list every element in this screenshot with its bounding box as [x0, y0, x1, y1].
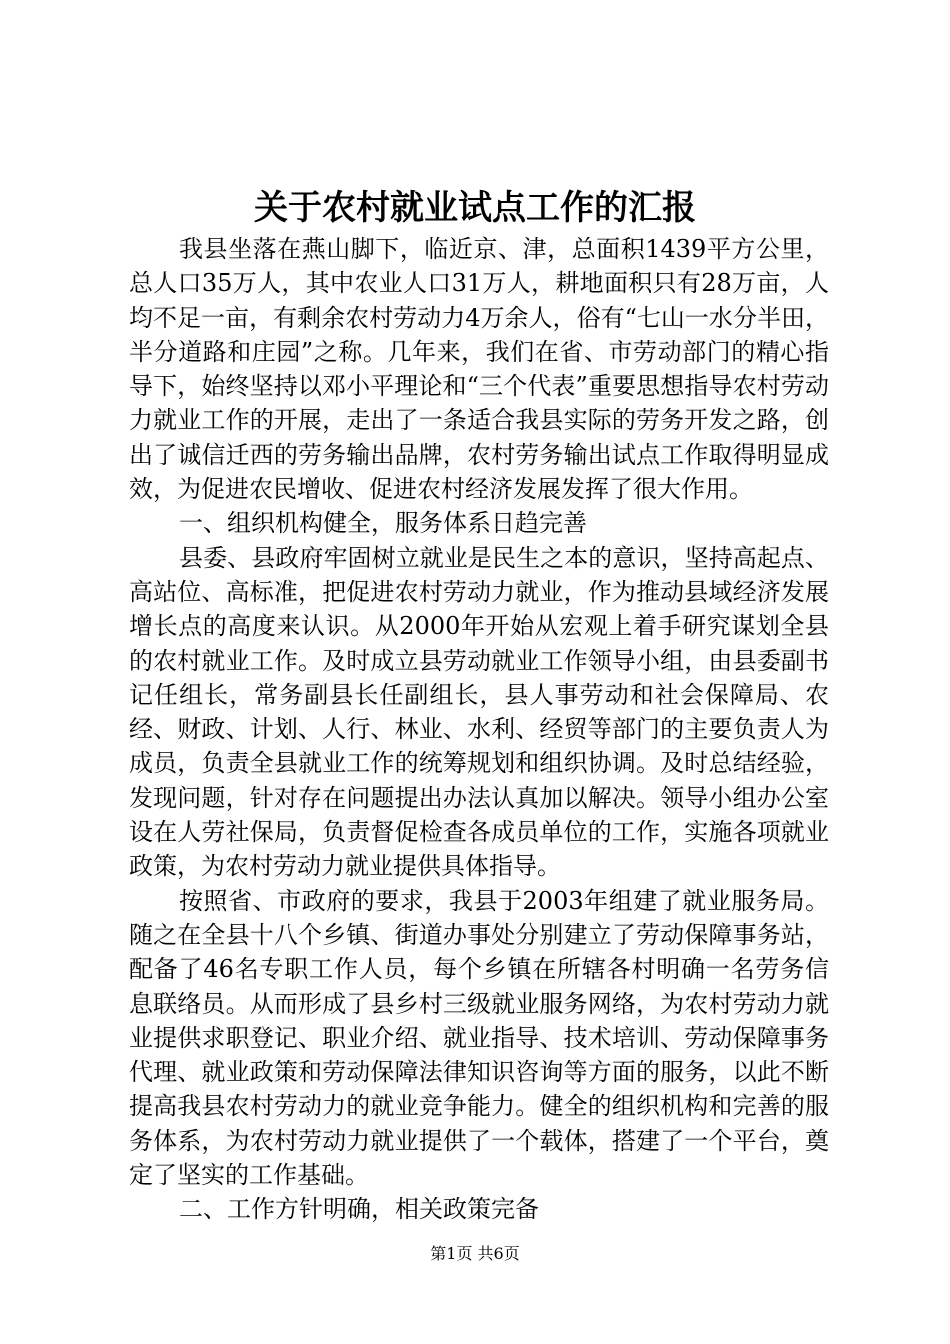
paragraph-intro: 我县坐落在燕山脚下，临近京、津，总面积1439平方公里，总人口35万人，其中农业人口31万人，耕地面积只有28万亩，人均不足一亩，有剩余农村劳动力4万余人，俗有“七山一水分半田，半分道路和庄园”之称。几年来，我们在省、市劳动部门的精心指导下，始终坚持以邓小平理论和“三个代表”重要思想指导农村劳动力就业工作的开展，走出了一条适合我县实际的劳务开发之路，创出了诚信迁西的劳务输出品牌，农村劳务输出试点工作取得明显成效，为促进农民增收、促进农村经济发展发挥了很大作用。 — [129, 235, 829, 504]
page-footer: 第1页 共6页 — [430, 1244, 520, 1263]
document-title: 关于农村就业试点工作的汇报 — [254, 188, 696, 228]
section-heading-2: 二、工作方针明确，相关政策完备 — [179, 1195, 539, 1224]
paragraph-section-1a: 县委、县政府牢固树立就业是民生之本的意识，坚持高起点、高站位、高标准，把促进农村劳动力就业，作为推动县域经济发展增长点的高度来认识。从2000年开始从宏观上着手研究谋划全县的农村就业工作。及时成立县劳动就业工作领导小组，由县委副书记任组长，常务副县长任副组长，县人事劳动和社会保障局、农经、财政、计划、人行、林业、水利、经贸等部门的主要负责人为成员，负责全县就业工作的统筹规划和组织协调。及时总结经验，发现问题，针对存在问题提出办法认真加以解决。领导小组办公室设在人劳社保局，负责督促检查各成员单位的工作，实施各项就业政策，为农村劳动力就业提供具体指导。 — [129, 543, 829, 881]
document-body — [129, 232, 829, 1227]
paragraph-section-1b: 按照省、市政府的要求，我县于2003年组建了就业服务局。随之在全县十八个乡镇、街道办事处分别建立了劳动保障事务站，配备了46名专职工作人员，每个乡镇在所辖各村明确一名劳务信息联络员。从而形成了县乡村三级就业服务网络，为农村劳动力就业提供求职登记、职业介绍、就业指导、技术培训、劳动保障事务代理、就业政策和劳动保障法律知识咨询等方面的服务，以此不断提高我县农村劳动力的就业竞争能力。健全的组织机构和完善的服务体系，为农村劳动力就业提供了一个载体，搭建了一个平台，奠定了坚实的工作基础。 — [129, 886, 829, 1190]
section-heading-1: 一、组织机构健全，服务体系日趋完善 — [179, 509, 587, 538]
